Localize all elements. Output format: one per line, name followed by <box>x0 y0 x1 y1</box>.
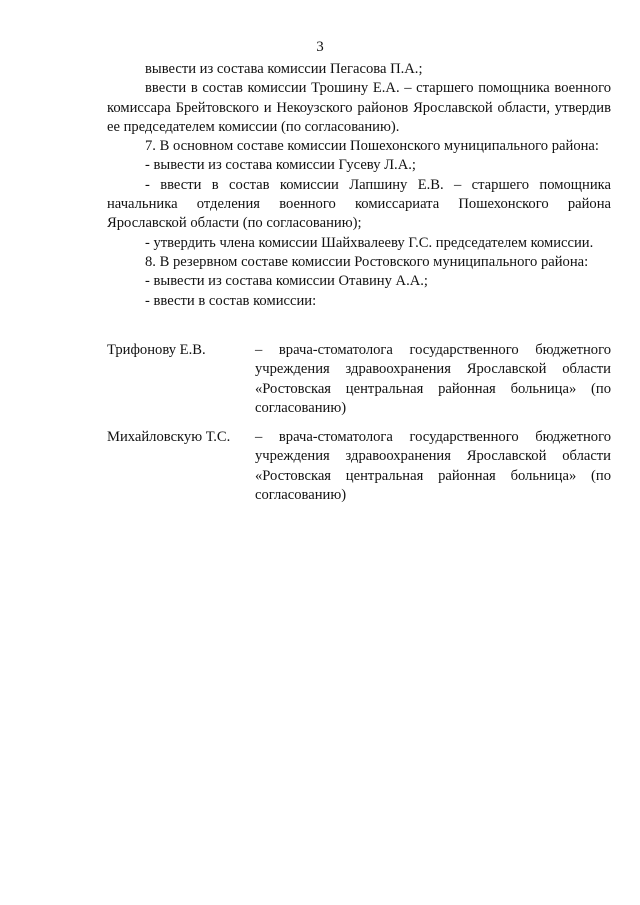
member-description: – врача-стоматолога государственного бюджетного учреждения здравоохранения Ярославской области «Ростовская центральная районная больница» (по согласованию) <box>255 429 611 503</box>
paragraph-add-lapshina: - ввести в состав комиссии Лапшину Е.В. – старшего помощника начальника отделения военного комиссариата Пошехонского района Ярославской области (по согласованию); <box>107 176 611 232</box>
paragraph-remove-guseva: - вывести из состава комиссии Гусеву Л.А.; <box>145 157 416 174</box>
paragraph-remove-pegasova: вывести из состава комиссии Пегасова П.А.; <box>145 61 423 77</box>
paragraph-approve-chair: - утвердить члена комиссии Шайхвалееву Г.С. председателем комиссии. <box>145 234 594 251</box>
paragraph-item-7-heading: 7. В основном составе комиссии Пошехонского муниципального района: <box>145 138 599 155</box>
paragraph-add-members-intro: - ввести в состав комиссии: <box>145 292 317 309</box>
paragraph-remove-otavina: - вывести из состава комиссии Отавину А.А.; <box>145 273 428 290</box>
document-body <box>107 60 611 311</box>
paragraph-add-troshina: ввести в состав комиссии Трошину Е.А. – старшего помощника военного комиссара Брейтовского и Некоузского районов Ярославской области, утвердив ее председателем комиссии (по согласованию). <box>107 80 611 135</box>
page-number: 3 <box>316 39 324 55</box>
member-name: Трифонову Е.В. <box>107 342 206 358</box>
member-name: Михайловскую Т.С. <box>107 429 231 445</box>
member-description: – врача-стоматолога государственного бюджетного учреждения здравоохранения Ярославской области «Ростовская центральная районная больница» (по согласованию) <box>255 342 611 416</box>
paragraph-item-8-heading: 8. В резервном составе комиссии Ростовского муниципального района: <box>145 253 589 270</box>
